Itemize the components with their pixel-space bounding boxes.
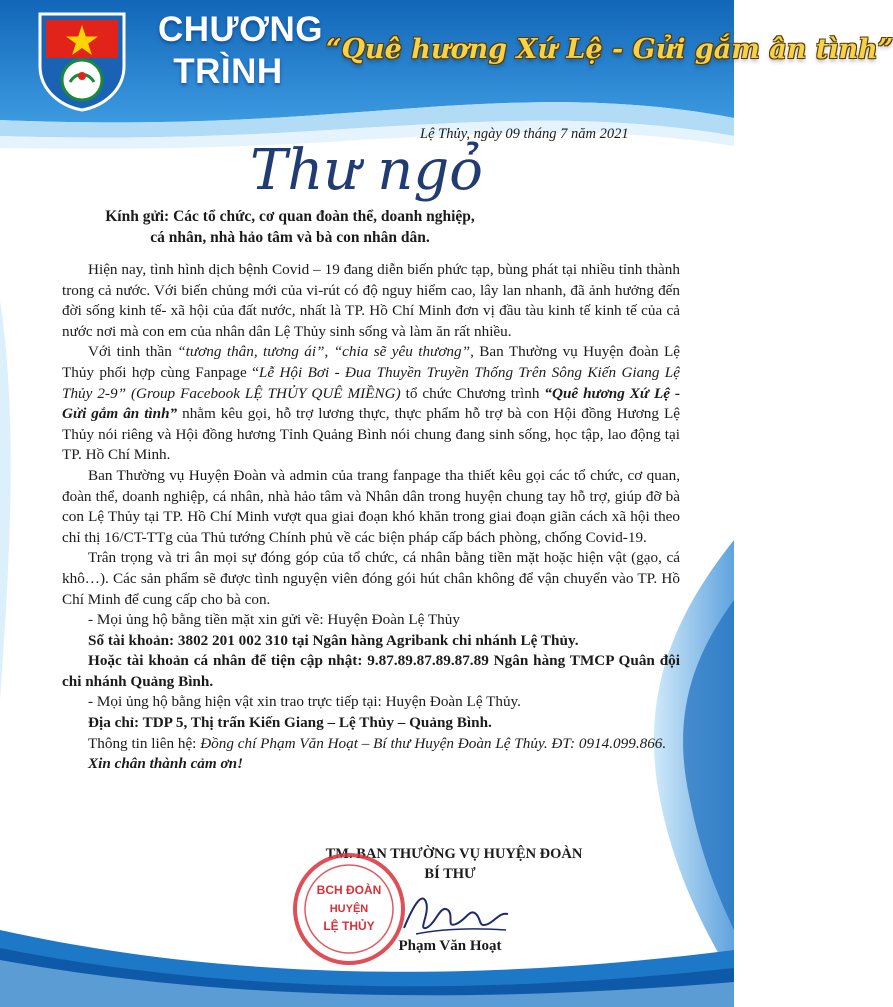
- program-title-line2: TRÌNH: [173, 52, 283, 91]
- stamp-bottom: LỆ THỦY: [323, 919, 375, 933]
- letter-body: [62, 260, 680, 775]
- personal-account-line: Hoặc tài khoản cá nhân để tiện cập nhật: 9.87.89.87.89.87.89 Ngân hàng TMCP Quân đội chi nhánh Quảng Bình.: [62, 652, 680, 690]
- letter-title: Thư ngỏ: [250, 138, 483, 203]
- goods-donation-line: - Mọi ủng hộ bằng hiện vật xin trao trực tiếp tại: Huyện Đoàn Lệ Thủy.: [88, 693, 521, 711]
- handwritten-signature: [396, 884, 516, 944]
- signature-org: TM. BAN THƯỜNG VỤ HUYỆN ĐOÀN: [325, 846, 583, 862]
- program-slogan: “Quê hương Xứ Lệ - Gửi gắm ân tình”: [326, 34, 893, 65]
- cash-donation-line: - Mọi ủng hộ bằng tiền mặt xin gửi về: Huyện Đoàn Lệ Thủy: [88, 611, 460, 629]
- greeting: [80, 206, 500, 248]
- stamp-mid: HUYỆN: [329, 903, 369, 915]
- stamp-top: BCH ĐOÀN: [316, 883, 382, 897]
- signature-role: BÍ THƯ: [424, 866, 476, 882]
- text-span: “chia sẽ yêu thương”: [333, 343, 471, 361]
- address-line: Địa chỉ: TDP 5, Thị trấn Kiến Giang – Lệ Thủy – Quảng Bình.: [88, 714, 492, 732]
- youth-union-logo: [32, 8, 132, 112]
- program-title-line1: CHƯƠNG: [158, 10, 323, 49]
- bank-account-line: Số tài khoản: 3802 201 002 310 tại Ngân hàng Agribank chi nhánh Lệ Thủy.: [88, 631, 579, 649]
- text-span: “Quê hương Xứ Lệ - Gửi gắm ân tình”: [62, 384, 680, 423]
- greeting-line1: Kính gửi: Các tổ chức, cơ quan đoàn thể, doanh nghiệp,: [105, 208, 475, 225]
- contact-line: [62, 734, 680, 755]
- letter-date: Lệ Thủy, ngày 09 tháng 7 năm 2021: [420, 126, 629, 142]
- contact-value: Đồng chí Phạm Văn Hoạt – Bí thư Huyện Đoàn Lệ Thủy. ĐT: 0914.099.866.: [200, 734, 667, 752]
- signer-name: Phạm Văn Hoạt: [398, 938, 502, 954]
- paragraph-thanks: Trân trọng và tri ân mọi sự đóng góp của tổ chức, cá nhân bằng tiền mặt hoặc hiện vật (gạo, cá khô…). Các sản phẩm sẽ được tình nguyện viên đóng gói hút chân không để vận chuyển vào TP. Hồ Chí Minh để cung cấp cho bà con.: [62, 549, 680, 608]
- contact-label: Thông tin liên hệ:: [88, 734, 201, 752]
- paragraph-appeal: Ban Thường vụ Huyện Đoàn và admin của trang fanpage tha thiết kêu gọi các tổ chức, cơ quan, đoàn thể, doanh nghiệp, cá nhân, nhà hảo tâm và Nhân dân trong huyện chung tay hỗ trợ, giúp đỡ bà con Lệ Thủy tại TP. Hồ Chí Minh vượt qua giai đoạn khó khăn trong giai đoạn giãn cách xã hội theo chỉ thị 16/CT-TTg của Thủ tướng Chính phủ về các biện pháp cấp bách phòng, chống Covid-19.: [62, 466, 680, 546]
- paragraph-program: [62, 342, 680, 466]
- text-span: Với tinh thần: [88, 343, 178, 361]
- text-span: ,: [324, 343, 334, 361]
- text-span: nhằm kêu gọi, hỗ trợ lương thực, thực phẩm hỗ trợ bà con Hội đồng Hương Lệ Thủy nói riêng và Hội đồng hương Tỉnh Quảng Bình nói chung đang sinh sống, học tập, lao động tại TP. Hồ Chí Minh.: [62, 405, 680, 464]
- text-span: , Ban Thường vụ Huyện đoàn Lệ Thủy phối hợp cùng Fanpage “: [62, 343, 680, 381]
- text-span: tổ chức Chương trình: [400, 384, 545, 402]
- text-span: Lễ Hội Bơi - Đua Thuyền Truyền Thống Trên Sông Kiến Giang Lệ Thủy 2-9”: [62, 363, 680, 402]
- text-span: “tương thân, tương ái”: [177, 343, 325, 361]
- closing-thanks: Xin chân thành cảm ơn!: [88, 755, 244, 773]
- paragraph-situation: Hiện nay, tình hình dịch bệnh Covid – 19 đang diễn biến phức tạp, bùng phát tại nhiều tỉnh thành trong cả nước. Với biến chủng mới của vi-rút có độ nguy hiểm cao, lây lan nhanh, đã ảnh hưởng đến đời sống kinh tế- xã hội của đất nước, nhất là TP. Hồ Chí Minh đơn vị đầu tàu kinh tế kinh tế của cả nước nơi mà con em của nhân dân Lệ Thủy sinh sống và làm ăn rất nhiều.: [62, 261, 680, 340]
- text-span: (Group Facebook LỆ THỦY QUÊ MIỀNG): [130, 384, 401, 402]
- greeting-line2: cá nhân, nhà hảo tâm và bà con nhân dân.: [150, 229, 430, 246]
